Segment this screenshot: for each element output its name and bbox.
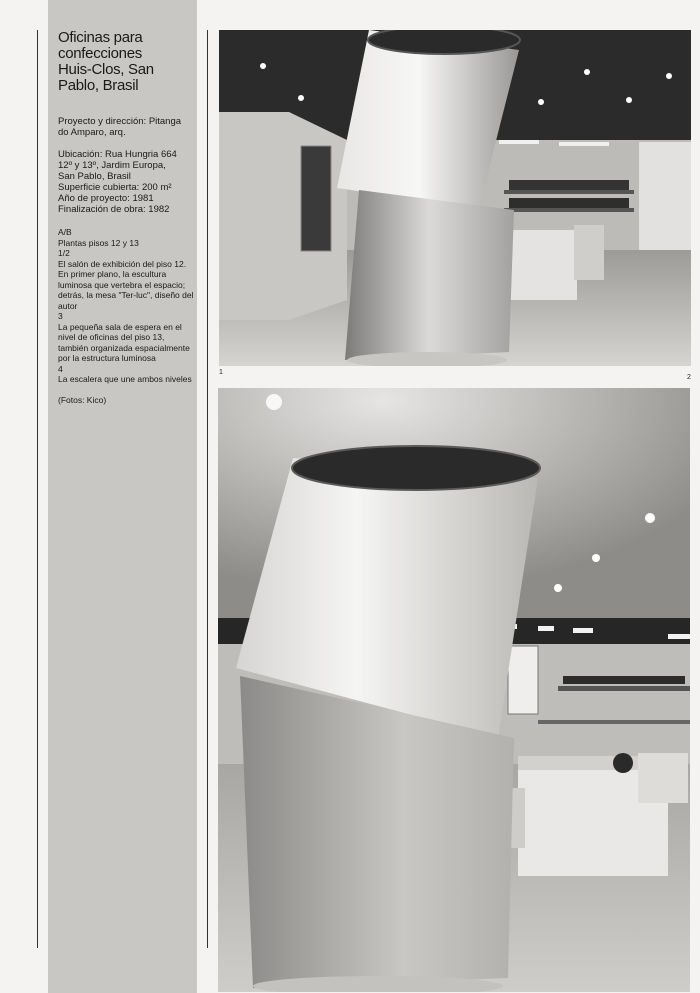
photo-luminous-sculpture [218, 388, 690, 992]
article-title: Oficinas para confecciones Huis-Clos, San Pablo, Brasil [58, 29, 154, 94]
photo-showroom-image [219, 30, 691, 366]
caption-label: A/B [58, 227, 72, 237]
caption-text: Plantas pisos 12 y 13 [58, 237, 139, 248]
project-info [58, 149, 194, 215]
info-line: Finalización de obra: 1982 [58, 204, 170, 215]
column-divider-rule [207, 30, 208, 948]
info-line: San Pablo, Brasil [58, 171, 131, 182]
figure-number: 2 [687, 374, 691, 381]
info-line: Ubicación: Rua Hungria 664 [58, 149, 177, 160]
photo-showroom-floor-12 [219, 30, 691, 366]
caption-label: 1/2 [58, 248, 70, 258]
project-credit: Proyecto y dirección: Pitanga do Amparo, arq. [58, 116, 182, 138]
caption-text: La pequeña sala de espera en el nivel de oficinas del piso 13, también organizada espacialmente por la estructura luminosa [58, 321, 190, 363]
caption-label: 3 [58, 311, 63, 321]
figure-number: 1 [219, 369, 223, 376]
info-line: Año de proyecto: 1981 [58, 193, 154, 204]
info-line: 12º y 13º, Jardim Europa, [58, 160, 166, 171]
caption-text: El salón de exhibición del piso 12. En primer plano, la escultura luminosa que vertebra el espacio; detrás, la mesa "Ter-luc", diseño del autor [58, 258, 194, 311]
caption-text: La escalera que une ambos niveles [58, 374, 192, 384]
left-rule [37, 30, 38, 948]
info-line: Superficie cubierta: 200 m² [58, 182, 172, 193]
figure-captions [58, 227, 194, 385]
caption-label: 4 [58, 363, 63, 374]
photo-sculpture-image [218, 388, 690, 992]
article-text [58, 30, 194, 405]
photo-credit: (Fotos: Kico) [58, 394, 107, 405]
